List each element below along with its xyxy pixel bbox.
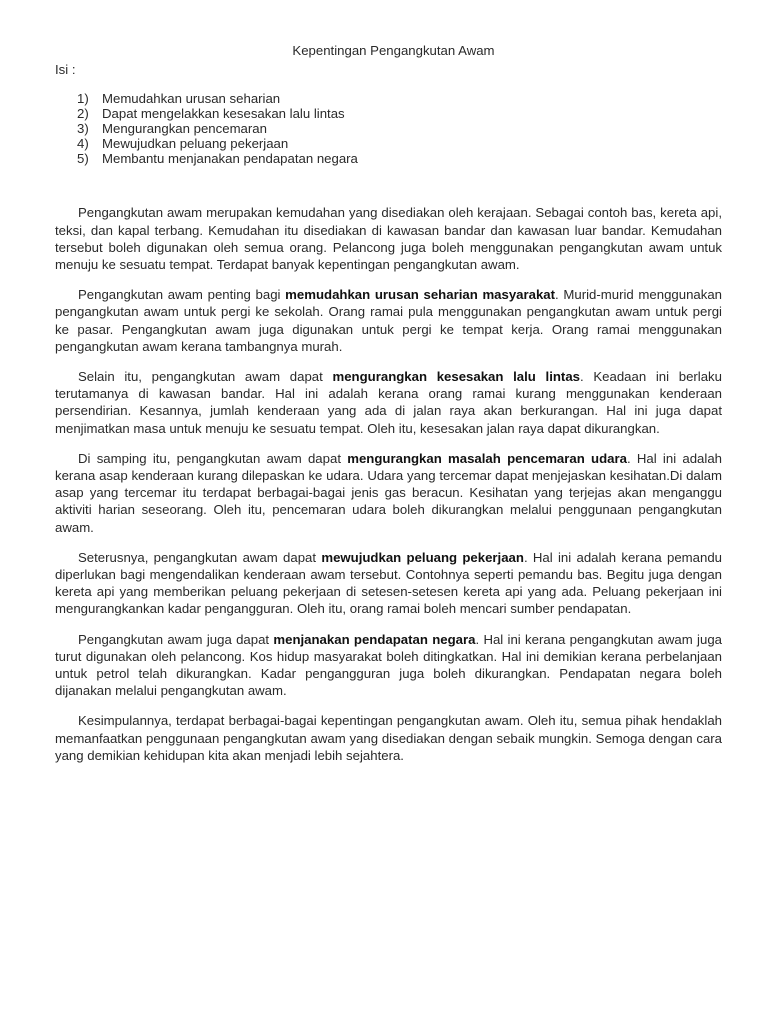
list-item — [55, 106, 722, 121]
list-text: Mewujudkan peluang pekerjaan — [102, 136, 289, 152]
paragraph — [55, 286, 722, 355]
document-page — [55, 38, 722, 777]
paragraph-text: . Hal ini adalah kerana asap kenderaan kurang dilepaskan ke udara. Udara yang tercemar dapat menjejaskan kesihatan.Di dalam asap yang tercemar itu terdapat berbagai-bagai jenis gas beracun. Kesihatan yang terjejas akan menganggu aktiviti harian seseorang. Oleh itu, pencemaran udara boleh dikurangkan melalui penggunaan pengangkutan awam. — [55, 450, 722, 535]
paragraph-text: . Hal ini adalah kerana pemandu diperlukan bagi mengendalikan kenderaan awam tersebut. Contohnya seperti pemandu bas. Begitu juga dengan kereta api yang memberikan peluang pekerjaan di setesen-setesen kereta api yang ada. Peluang pekerjaan ini mengurangkankan kadar pengangguran. Oleh itu, orang ramai boleh mencari sumber pendapatan. — [55, 549, 722, 617]
document-title: Kepentingan Pengangkutan Awam — [292, 43, 495, 58]
list-number: 4) — [77, 136, 89, 152]
paragraph-text: . Murid-murid menggunakan pengangkutan awam untuk pergi ke sekolah. Orang ramai pula menggunakan pengangkutan awam untuk pergi ke pasar. Pengangkutan awam juga digunakan untuk pergi ke tempat kerja. Orang ramai menggunakan pengangkutan awam kerana tambangnya murah. — [55, 287, 723, 354]
paragraph-emphasis: mengurangkan masalah pencemaran udara — [347, 450, 627, 466]
list-number: 3) — [77, 121, 89, 137]
list-number: 5) — [77, 151, 89, 167]
paragraph — [55, 450, 722, 536]
paragraph-text: Di samping itu, pengangkutan awam dapat — [78, 450, 348, 466]
paragraph-intro — [55, 204, 722, 273]
list-item — [55, 136, 722, 151]
paragraph-text: Pengangkutan awam penting bagi — [78, 287, 286, 303]
list-item — [55, 121, 722, 136]
paragraph-text: Pengangkutan awam merupakan kemudahan yang disediakan oleh kerajaan. Sebagai contoh bas, kereta api, teksi, dan kapal terbang. Kemudahan itu disediakan di kawasan bandar dan kawasan luar bandar. Kemudahan tersebut boleh digunakan oleh semua orang. Pelancong juga boleh menggunakan pengangkutan awam untuk menuju ke sesuatu tempat. Terdapat banyak kepentingan pengangkutan awam. — [55, 205, 722, 273]
list-text: Mengurangkan pencemaran — [102, 121, 267, 137]
paragraph-emphasis: mewujudkan peluang pekerjaan — [321, 549, 524, 565]
list-item — [55, 151, 722, 166]
points-list — [55, 91, 722, 166]
list-number: 1) — [77, 91, 89, 107]
paragraph-emphasis: memudahkan urusan seharian masyarakat — [285, 287, 556, 303]
paragraph-emphasis: mengurangkan kesesakan lalu lintas — [332, 369, 580, 385]
list-text: Memudahkan urusan seharian — [102, 91, 281, 107]
paragraph-text: Pengangkutan awam juga dapat — [78, 631, 274, 647]
list-text: Membantu menjanakan pendapatan negara — [102, 151, 358, 167]
paragraph-conclusion — [55, 712, 722, 764]
paragraph-text: Seterusnya, pengangkutan awam dapat — [78, 549, 322, 565]
list-number: 2) — [77, 106, 89, 122]
paragraph-text: . Hal ini kerana pengangkutan awam juga turut digunakan oleh pelancong. Kos hidup masyarakat boleh ditingkatkan. Hal ini demikian kerana perbelanjaan untuk petrol telah dikurangkan. Kadar pengangguran juga boleh dikurangkan. Pendapatan negara boleh dijanakan melalui pengangkutan awam. — [55, 631, 722, 699]
paragraph — [55, 549, 722, 618]
paragraph-text: Kesimpulannya, terdapat berbagai-bagai kepentingan pengangkutan awam. Oleh itu, semua pihak hendaklah memanfaatkan penggunaan pengangkutan awam yang disediakan dengan sebaik mungkin. Semoga dengan cara yang demikian kehidupan kita akan menjadi lebih sejahtera. — [55, 713, 722, 763]
paragraph-text: Selain itu, pengangkutan awam dapat — [78, 369, 333, 385]
list-item — [55, 91, 722, 106]
paragraph — [55, 631, 722, 700]
content-label: Isi : — [55, 62, 76, 78]
list-text: Dapat mengelakkan kesesakan lalu lintas — [102, 106, 345, 122]
paragraph-text: . Keadaan ini berlaku terutamanya di kawasan bandar. Hal ini adalah kerana orang ramai kurang menggunakan kenderaan persendirian. Kesannya, jumlah kenderaan yang ada di jalan raya akan berkurangan. Hal ini juga dapat menjimatkan masa untuk menuju ke sesuatu tempat. Oleh itu, kesesakan jalan raya dapat dikurangkan. — [55, 369, 722, 436]
paragraph — [55, 368, 722, 437]
paragraph-emphasis: menjanakan pendapatan negara — [273, 631, 476, 647]
